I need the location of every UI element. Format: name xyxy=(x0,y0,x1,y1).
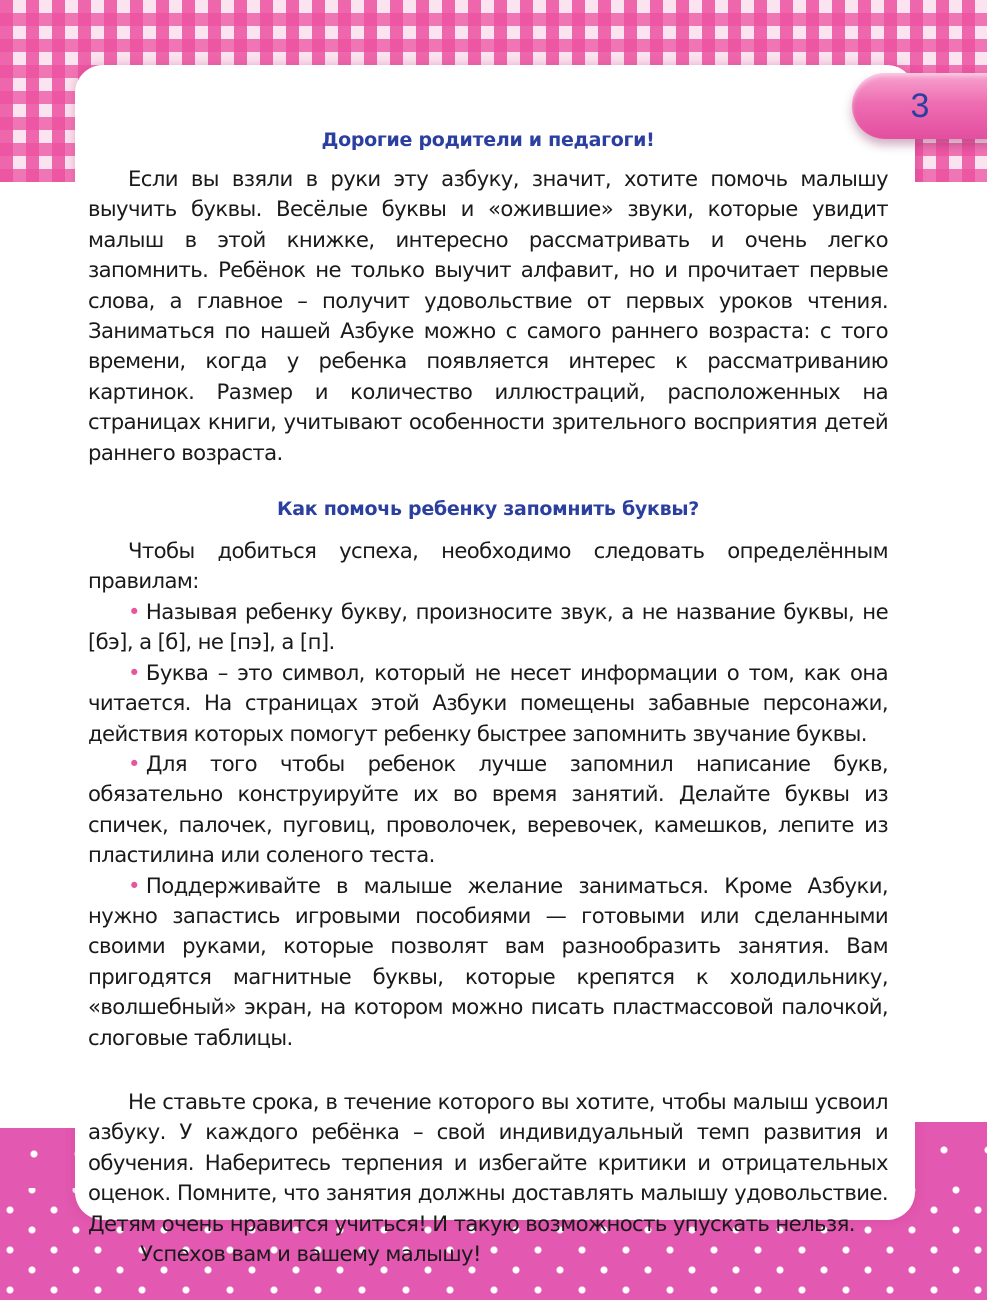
rule-item xyxy=(88,749,888,871)
page-margin-left xyxy=(0,182,90,1128)
rule-text: Называя ребенку букву, произносите звук, а не название буквы, не [бэ], а [б], не [пэ], а [п]. xyxy=(88,598,888,655)
intro-paragraph: Если вы взяли в руки эту азбуку, значит, хотите помочь малышу выучить буквы. Весёлые буквы и «ожившие» звуки, которые увидит малыш в этой книжке, интересно рассматривать и очень легко запомнить. Ребёнок не только выучит алфавит, но и прочитает первые слова, а главное – получит удовольствие от первых уроков чтения. Заниматься по нашей Азбуке можно с самого раннего возраста: с того времени, когда у ребенка появляется интерес к рассматриванию картинок. Размер и количество иллюстраций, расположенных на страницах книги, учитывают особенности зрительного восприятия детей раннего возраста. xyxy=(88,166,888,465)
page-content xyxy=(88,125,888,1269)
section-heading-greeting: Дорогие родители и педагоги! xyxy=(321,129,655,151)
rule-text: Для того чтобы ребенок лучше запомнил написание букв, обязательно конструируйте их во время занятий. Делайте буквы из спичек, палочек, пуговиц, проволочек, веревочек, камешков, лепите из пластилина или соленого теста. xyxy=(88,750,888,868)
polka-dot-footer-left xyxy=(0,1128,77,1188)
bullet-icon: • xyxy=(128,598,140,624)
advice-paragraph: Не ставьте срока, в течение которого вы хотите, чтобы малыш усвоил азбуку. У каждого ребёнка – свой индивидуальный темп развития и обучения. Наберитесь терпения и избегайте критики и отрицательных оценок. Помните, что занятия должны доставлять малышу удовольствие. Детям очень нравится учиться! И такую возможность упускать нельзя. xyxy=(88,1088,888,1236)
rules-intro: Чтобы добиться успеха, необходимо следовать определённым правилам: xyxy=(88,538,888,594)
page-margin-right xyxy=(900,182,987,1122)
rule-item xyxy=(88,658,888,749)
rule-text: Поддерживайте в малыше желание заниматься. Кроме Азбуки, нужно запастись игровыми пособиями — готовыми или сделанными своими руками, которые позволят вам разнообразить занятия. Вам пригодятся магнитные буквы, которые крепятся к холодильнику, «волшебный» экран, на котором можно писать пластмассовой палочкой, слоговые таблицы. xyxy=(88,872,888,1050)
section-heading-how-to: Как помочь ребенку запомнить буквы? xyxy=(277,498,699,521)
page-number: 3 xyxy=(910,87,930,125)
bullet-icon: • xyxy=(128,750,140,776)
rule-item xyxy=(88,597,888,658)
bullet-icon: • xyxy=(128,659,140,685)
polka-dot-footer-right xyxy=(910,1122,987,1182)
rule-item xyxy=(88,871,888,1053)
rule-text: Буква – это символ, который не несет информации о том, как она читается. На страницах этой Азбуки помещены забавные персонажи, действия которых помогут ребенку быстрее запомнить звучание буквы. xyxy=(88,659,888,746)
closing-line: Успехов вам и вашему малышу! xyxy=(140,1241,481,1266)
bullet-icon: • xyxy=(128,872,140,898)
